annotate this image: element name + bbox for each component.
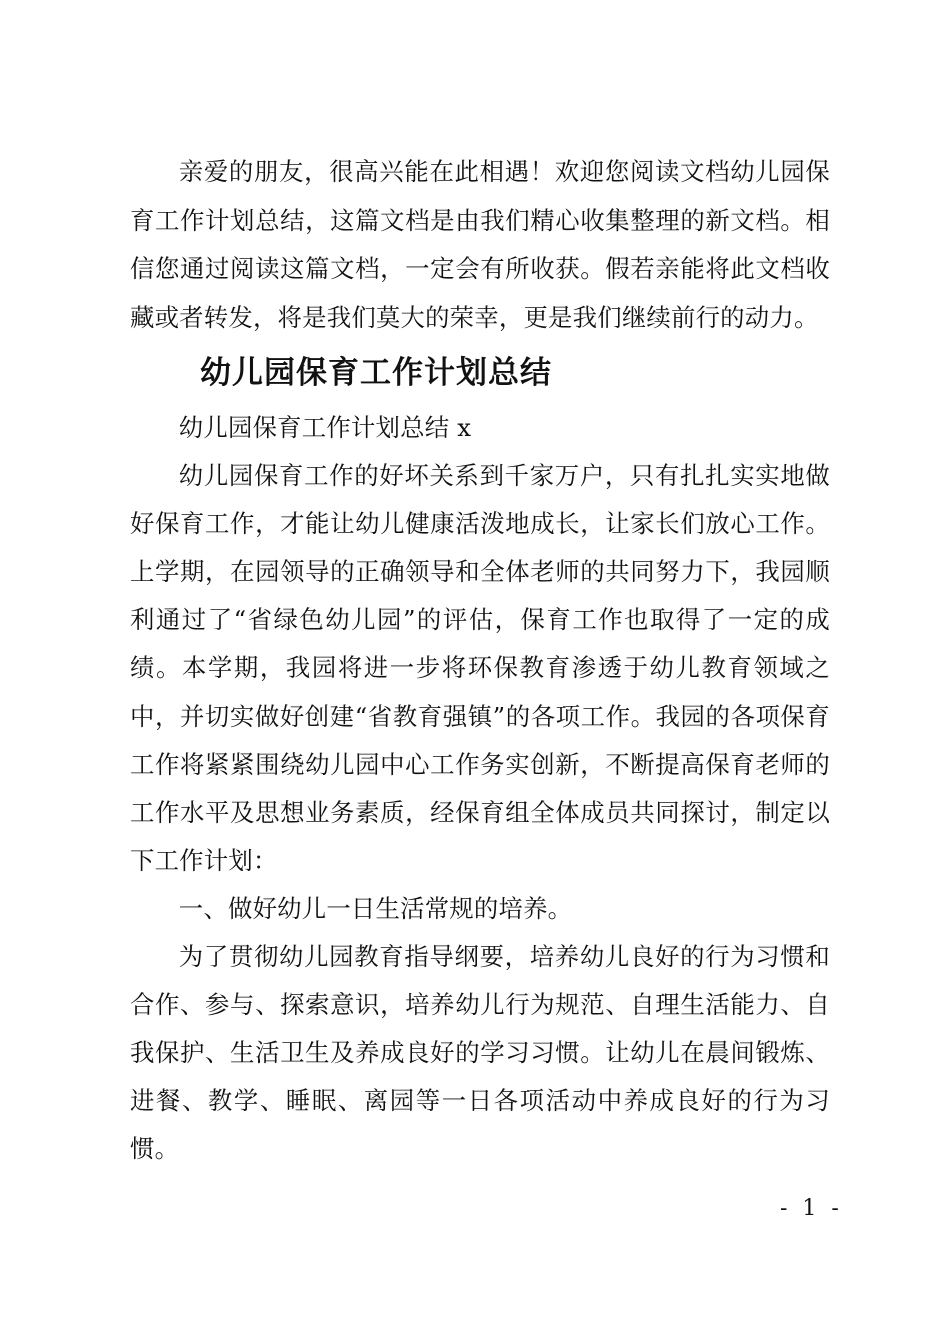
section-heading-1: 一、做好幼儿一日生活常规的培养。 bbox=[178, 893, 573, 923]
body-paragraph-2: 为了贯彻幼儿园教育指导纲要，培养幼儿良好的行为习惯和合作、参与、探索意识，培养幼儿行为规范、自理生活能力、自我保护、生活卫生及养成良好的学习习惯。让幼儿在晨间锻炼、进餐、教学、睡眠、离园等一日各项活动中养成良好的行为习惯。 bbox=[130, 942, 830, 1164]
document-subtitle: 幼儿园保育工作计划总结 x bbox=[178, 413, 472, 442]
intro-paragraph: 亲爱的朋友，很高兴能在此相遇！欢迎您阅读文档幼儿园保育工作计划总结，这篇文档是由我们精心收集整理的新文档。相信您通过阅读这篇文档，一定会有所收获。假若亲能将此文档收藏或者转发，将是我们莫大的荣幸，更是我们继续前行的动力。 bbox=[130, 157, 830, 332]
document-body bbox=[130, 148, 830, 1174]
page-number: - 1 - bbox=[780, 1196, 843, 1221]
document-title: 幼儿园保育工作计划总结 bbox=[200, 355, 552, 391]
body-paragraph-1: 幼儿园保育工作的好坏关系到千家万户，只有扎扎实实地做好保育工作，才能让幼儿健康活泼地成长，让家长们放心工作。上学期，在园领导的正确领导和全体老师的共同努力下，我园顺利通过了“省绿色幼儿园”的评估，保育工作也取得了一定的成绩。本学期，我园将进一步将环保教育渗透于幼儿教育领域之中，并切实做好创建“省教育强镇”的各项工作。我园的各项保育工作将紧紧围绕幼儿园中心工作务实创新，不断提高保育老师的工作水平及思想业务素质，经保育组全体成员共同探讨，制定以下工作计划： bbox=[130, 461, 830, 875]
